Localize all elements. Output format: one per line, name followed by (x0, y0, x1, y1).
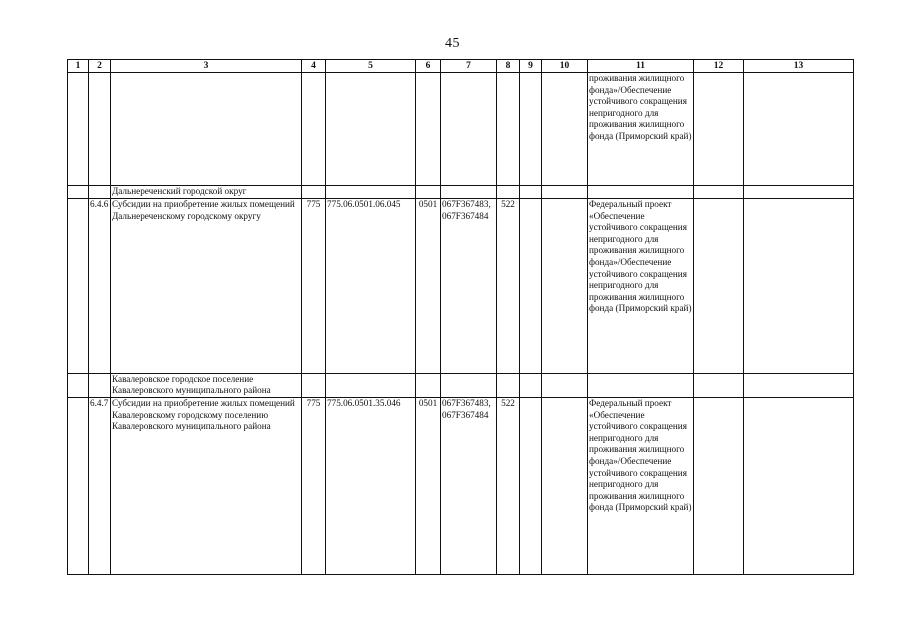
column-header: 7 (441, 60, 497, 73)
table-cell (441, 374, 497, 398)
table-cell (68, 186, 89, 199)
column-header: 12 (694, 60, 744, 73)
table-cell (588, 374, 694, 398)
continuation-row (68, 73, 854, 186)
table-cell (89, 374, 111, 398)
table-cell (520, 199, 542, 374)
table-cell (302, 73, 326, 186)
table-cell (89, 73, 111, 186)
cell-col7: 067F367483, 067F367484 (441, 199, 497, 374)
table-cell (542, 199, 588, 374)
table-row (68, 398, 854, 575)
table-cell (542, 73, 588, 186)
cell-col4: 775 (302, 398, 326, 575)
column-header: 8 (497, 60, 520, 73)
table-cell (744, 374, 854, 398)
cell-col4: 775 (302, 199, 326, 374)
table-cell (416, 73, 441, 186)
table-cell (694, 374, 744, 398)
column-header: 5 (326, 60, 416, 73)
column-header: 6 (416, 60, 441, 73)
project-description: Федеральный проект «Обеспечение устойчивого сокращения непригодного для проживания жилищного фонда»/Обеспечение устойчивого сокращения непригодного для проживания жилищного фонда (Приморский край) (588, 398, 694, 575)
table-cell (694, 186, 744, 199)
table-cell (68, 398, 89, 575)
cell-col6: 0501 (416, 398, 441, 575)
column-header: 9 (520, 60, 542, 73)
table-cell (694, 199, 744, 374)
section-row (68, 186, 854, 199)
table-cell (326, 73, 416, 186)
column-header: 10 (542, 60, 588, 73)
cell-col5: 775.06.0501.35.046 (326, 398, 416, 575)
table-cell (416, 374, 441, 398)
table-cell (744, 186, 854, 199)
table-cell (68, 199, 89, 374)
table-cell (326, 374, 416, 398)
project-description: Федеральный проект «Обеспечение устойчивого сокращения непригодного для проживания жилищного фонда»/Обеспечение устойчивого сокращения непригодного для проживания жилищного фонда (Приморский край) (588, 199, 694, 374)
table-cell (542, 374, 588, 398)
table-cell (497, 374, 520, 398)
table-cell (497, 73, 520, 186)
table-cell (694, 73, 744, 186)
table-cell (520, 398, 542, 575)
budget-table (67, 59, 854, 575)
section-row (68, 374, 854, 398)
column-header: 3 (111, 60, 302, 73)
table-cell (68, 73, 89, 186)
row-name: Субсидии на приобретение жилых помещений Дальнереченскому городскому округу (111, 199, 302, 374)
table-cell (588, 186, 694, 199)
table-cell (497, 186, 520, 199)
row-number: 6.4.7 (89, 398, 111, 575)
table-cell (542, 398, 588, 575)
row-name: Субсидии на приобретение жилых помещений Кавалеровскому городскому поселению Кавалеровского муниципального района (111, 398, 302, 575)
cell-col7: 067F367483, 067F367484 (441, 398, 497, 575)
table-cell (744, 73, 854, 186)
section-title: Кавалеровское городское поселение Кавалеровского муниципального района (111, 374, 302, 398)
table-cell (326, 186, 416, 199)
table-cell (542, 186, 588, 199)
column-header: 1 (68, 60, 89, 73)
page-number: 45 (445, 36, 460, 51)
table-cell (111, 73, 302, 186)
table-cell (68, 374, 89, 398)
table-cell (441, 73, 497, 186)
table-row (68, 199, 854, 374)
section-title: Дальнереченский городской округ (111, 186, 302, 199)
table-cell (520, 186, 542, 199)
table-cell (520, 374, 542, 398)
row-number: 6.4.6 (89, 199, 111, 374)
cell-col8: 522 (497, 199, 520, 374)
column-header: 13 (744, 60, 854, 73)
table-cell (89, 186, 111, 199)
table-cell (416, 186, 441, 199)
column-header: 4 (302, 60, 326, 73)
table-cell (302, 186, 326, 199)
table-cell (302, 374, 326, 398)
column-header: 2 (89, 60, 111, 73)
table-cell (744, 398, 854, 575)
cell-col8: 522 (497, 398, 520, 575)
table-cell (441, 186, 497, 199)
header-row (68, 60, 854, 73)
column-header: 11 (588, 60, 694, 73)
cell-col6: 0501 (416, 199, 441, 374)
cell-col5: 775.06.0501.06.045 (326, 199, 416, 374)
project-description: проживания жилищного фонда»/Обеспечение устойчивого сокращения непригодного для проживания жилищного фонда (Приморский край) (588, 73, 694, 186)
table-cell (520, 73, 542, 186)
table-cell (744, 199, 854, 374)
table-cell (694, 398, 744, 575)
